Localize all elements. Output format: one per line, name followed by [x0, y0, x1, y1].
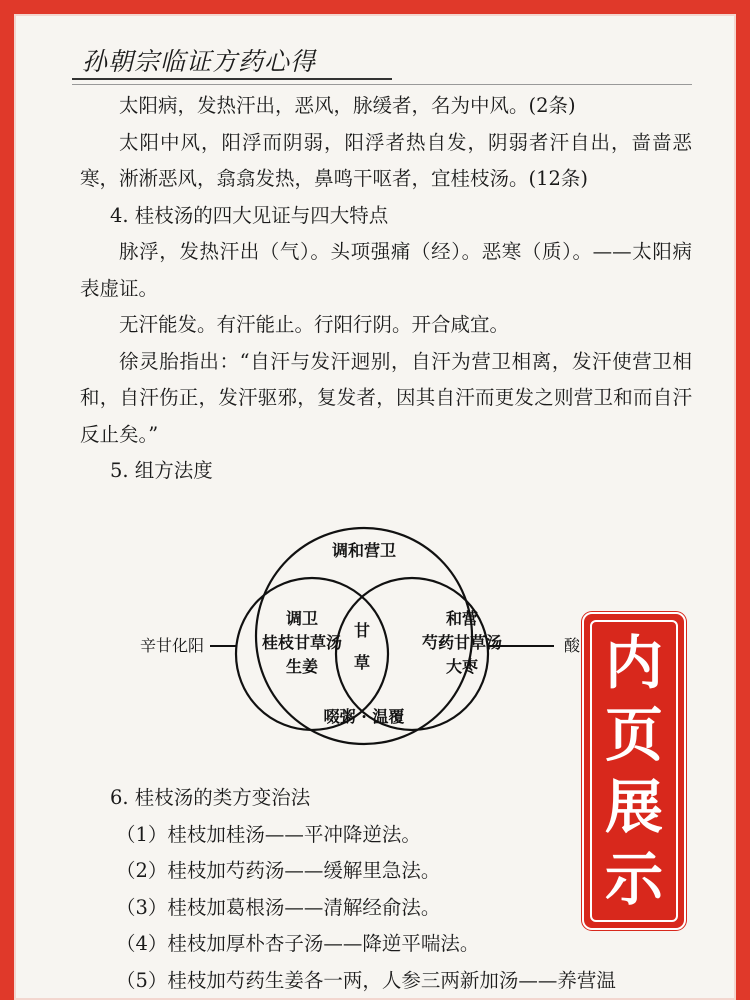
- label-left-3: 生姜: [285, 657, 318, 676]
- section-heading-5: 5. 组方法度: [110, 459, 213, 482]
- page-header: [72, 36, 392, 80]
- label-top: 调和营卫: [331, 541, 396, 560]
- paragraph-3: 脉浮，发热汗出（气）。头项强痛（经）。恶寒（质）。——太阳病表虚证。: [80, 240, 692, 300]
- label-outer-left: 辛甘化阳: [139, 636, 204, 655]
- label-outer-right: 酸: [563, 636, 580, 655]
- venn-diagram: [102, 514, 622, 799]
- label-bottom: 啜粥 · 温覆: [323, 707, 405, 726]
- label-right-1: 和营: [445, 609, 478, 628]
- label-left-1: 调卫: [285, 609, 318, 628]
- paragraph-2: 太阳中风，阳浮而阴弱，阳浮者热自发，阴弱者汗自出，啬啬恶寒，淅淅恶风，翕翕发热，鼻鸣干呕者，宜桂枝汤。(12条): [80, 130, 692, 190]
- label-center-1: 甘: [353, 621, 370, 640]
- body-text: [80, 88, 692, 490]
- list-item: （5）桂枝加芍药生姜各一两，人参三两新加汤——养营温: [116, 968, 616, 992]
- paragraph-1: 太阳病，发热汗出，恶风，脉缓者，名为中风。(2条): [119, 94, 576, 117]
- paragraph-4: 无汗能发。有汗能止。行阳行阴。开合咸宜。: [119, 313, 510, 336]
- book-title: 孙朝宗临证方药心得: [82, 47, 317, 76]
- label-right-3: 大枣: [445, 657, 478, 676]
- badge-char-4: 示: [604, 845, 663, 913]
- inner-page-badge: [582, 612, 686, 930]
- section-heading-6: 6. 桂枝汤的类方变治法: [110, 786, 311, 809]
- list-item: （3）桂枝加葛根汤——清解经俞法。: [116, 895, 441, 919]
- label-right-2: 芍药甘草汤: [421, 633, 502, 652]
- badge-char-1: 内: [604, 629, 663, 697]
- paragraph-5: 徐灵胎指出：“自汗与发汗迥别，自汗为营卫相离，发汗使营卫相和，自汗伤正，发汗驱邪，复发者，因其自汗而更发之则营卫和而自汗反止矣。”: [80, 349, 692, 446]
- label-left-2: 桂枝甘草汤: [261, 633, 342, 652]
- badge-char-3: 展: [604, 773, 663, 841]
- list-item: （2）桂枝加芍药汤——缓解里急法。: [116, 859, 441, 882]
- list-item: （4）桂枝加厚朴杏子汤——降逆平喘法。: [116, 932, 480, 955]
- header-rule: [72, 84, 692, 85]
- label-center-2: 草: [353, 653, 370, 672]
- section-heading-4: 4. 桂枝汤的四大见证与四大特点: [110, 203, 389, 227]
- badge-char-2: 页: [604, 701, 663, 769]
- list-item: （1）桂枝加桂汤——平冲降逆法。: [116, 822, 421, 846]
